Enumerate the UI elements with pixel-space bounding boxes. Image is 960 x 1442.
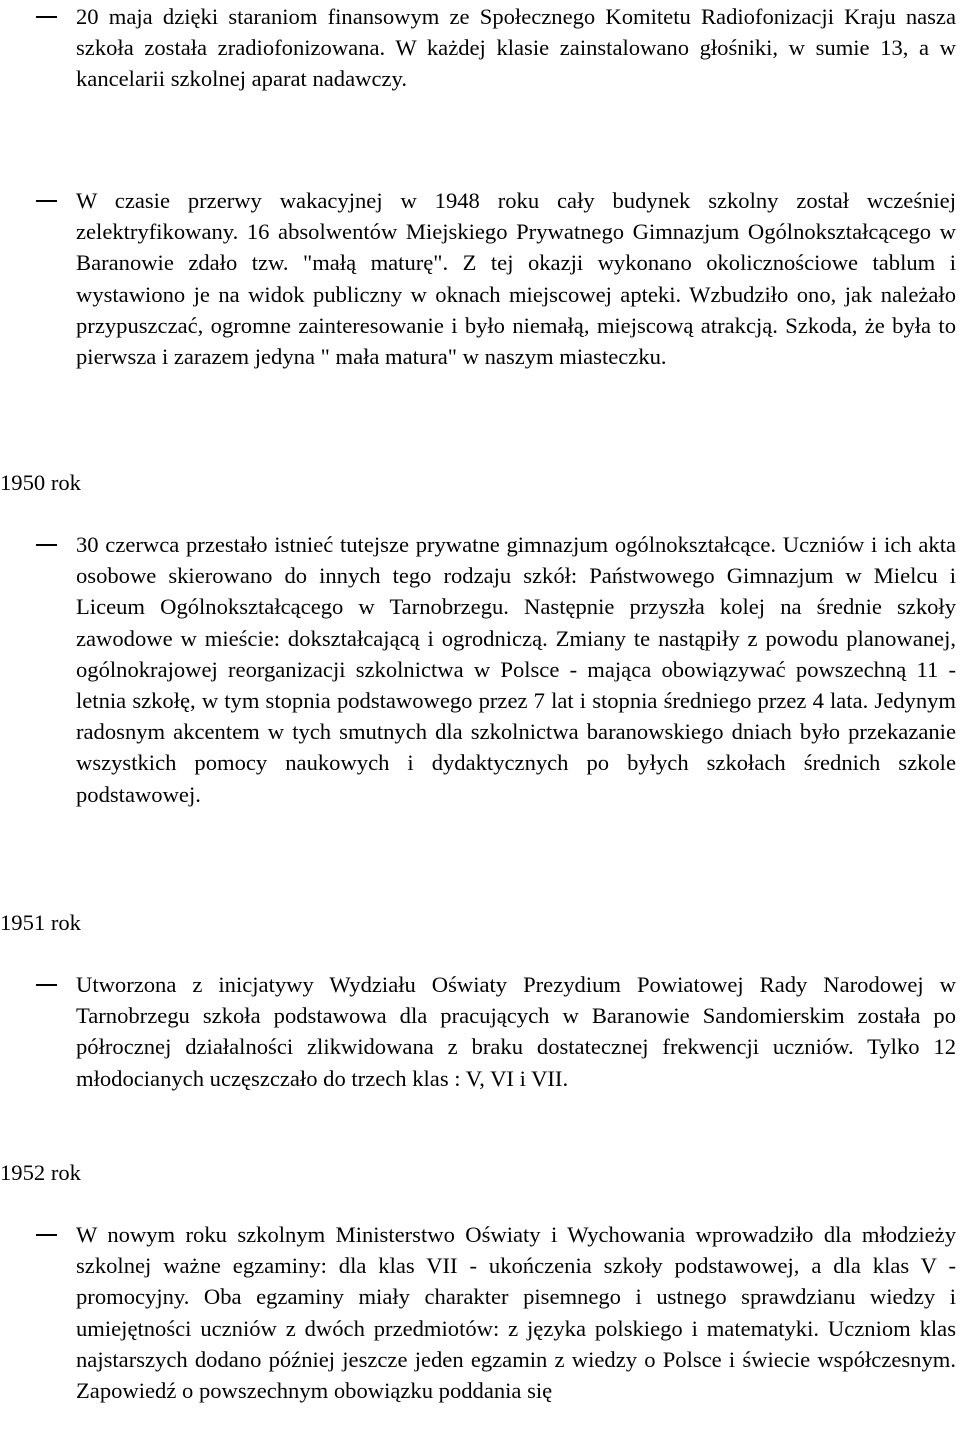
dash-bullet <box>36 1234 57 1236</box>
dash-bullet <box>36 200 57 202</box>
year-heading: 1952 rok <box>0 1160 81 1185</box>
year-heading: 1950 rok <box>0 470 81 495</box>
dash-bullet <box>36 544 57 546</box>
entry-text: 30 czerwca przestało istnieć tutejsze prywatne gimnazjum ogólnokształcące. Uczniów i ich akta osobowe skierowano do innych tego rodzaju szkół: Państwowego Gimnazjum w Mielcu i Liceum Ogólnokształcącego w Tarnobrzegu. Następnie przyszła kolej na średnie szkoły zawodowe w mieście: dokształcającą i ogrodniczą. Zmiany te nastąpiły z powodu planowanej, ogólnokrajowej reorganizacji szkolnictwa w Polsce - mająca obowiązywać powszechną 11 - letnia szkołę, w tym stopnia podstawowego przez 7 lat i stopnia średniego przez 4 lata. Jedynym radosnym akcentem w tych smutnych dla szkolnictwa baranowskiego dniach było przekazanie wszystkich pomocy naukowych i dydaktycznych po byłych szkołach średnich szkole podstawowej. <box>76 532 956 807</box>
entry-text: W nowym roku szkolnym Ministerstwo Oświaty i Wychowania wprowadziło dla młodzieży szkolnej ważne egzaminy: dla klas VII - ukończenia szkoły podstawowej, a dla klas V - promocyjny. Oba egzaminy miały charakter pisemnego i ustnego sprawdzianu wiedzy i umiejętności uczniów z dwóch przedmiotów: z języka polskiego i matematyki. Uczniom klas najstarszych dodano później jeszcze jeden egzamin z wiedzy o Polsce i świecie współczesnym. Zapowiedź o powszechnym obowiązku poddania się <box>76 1222 956 1404</box>
dash-bullet <box>36 16 57 18</box>
entry-text: 20 maja dzięki staraniom finansowym ze Społecznego Komitetu Radiofonizacji Kraju nasza szkoła została zradiofonizowana. W każdej klasie zainstalowano głośniki, w sumie 13, a w kancelarii szkolnej aparat nadawczy. <box>76 4 956 92</box>
entry-text: Utworzona z inicjatywy Wydziału Oświaty Prezydium Powiatowej Rady Narodowej w Tarnobrzegu szkoła podstawowa dla pracujących w Baranowie Sandomierskim została po półrocznej działalności zlikwidowana z braku dostatecznej frekwencji uczniów. Tylko 12 młodocianych uczęszczało do trzech klas : V, VI i VII. <box>76 972 956 1091</box>
dash-bullet <box>36 984 57 986</box>
year-heading: 1951 rok <box>0 910 81 935</box>
entry-text: W czasie przerwy wakacyjnej w 1948 roku cały budynek szkolny został wcześniej zelektryfikowany. 16 absolwentów Miejskiego Prywatnego Gimnazjum Ogólnokształcącego w Baranowie zdało tzw. "małą maturę". Z tej okazji wykonano okolicznościowe tablum i wystawiono je na widok publiczny w oknach miejscowej apteki. Wzbudziło ono, jak należało przypuszczać, ogromne zainteresowanie i było niemałą, miejscową atrakcją. Szkoda, że była to pierwsza i zarazem jedyna " mała matura" w naszym miasteczku. <box>76 188 956 370</box>
